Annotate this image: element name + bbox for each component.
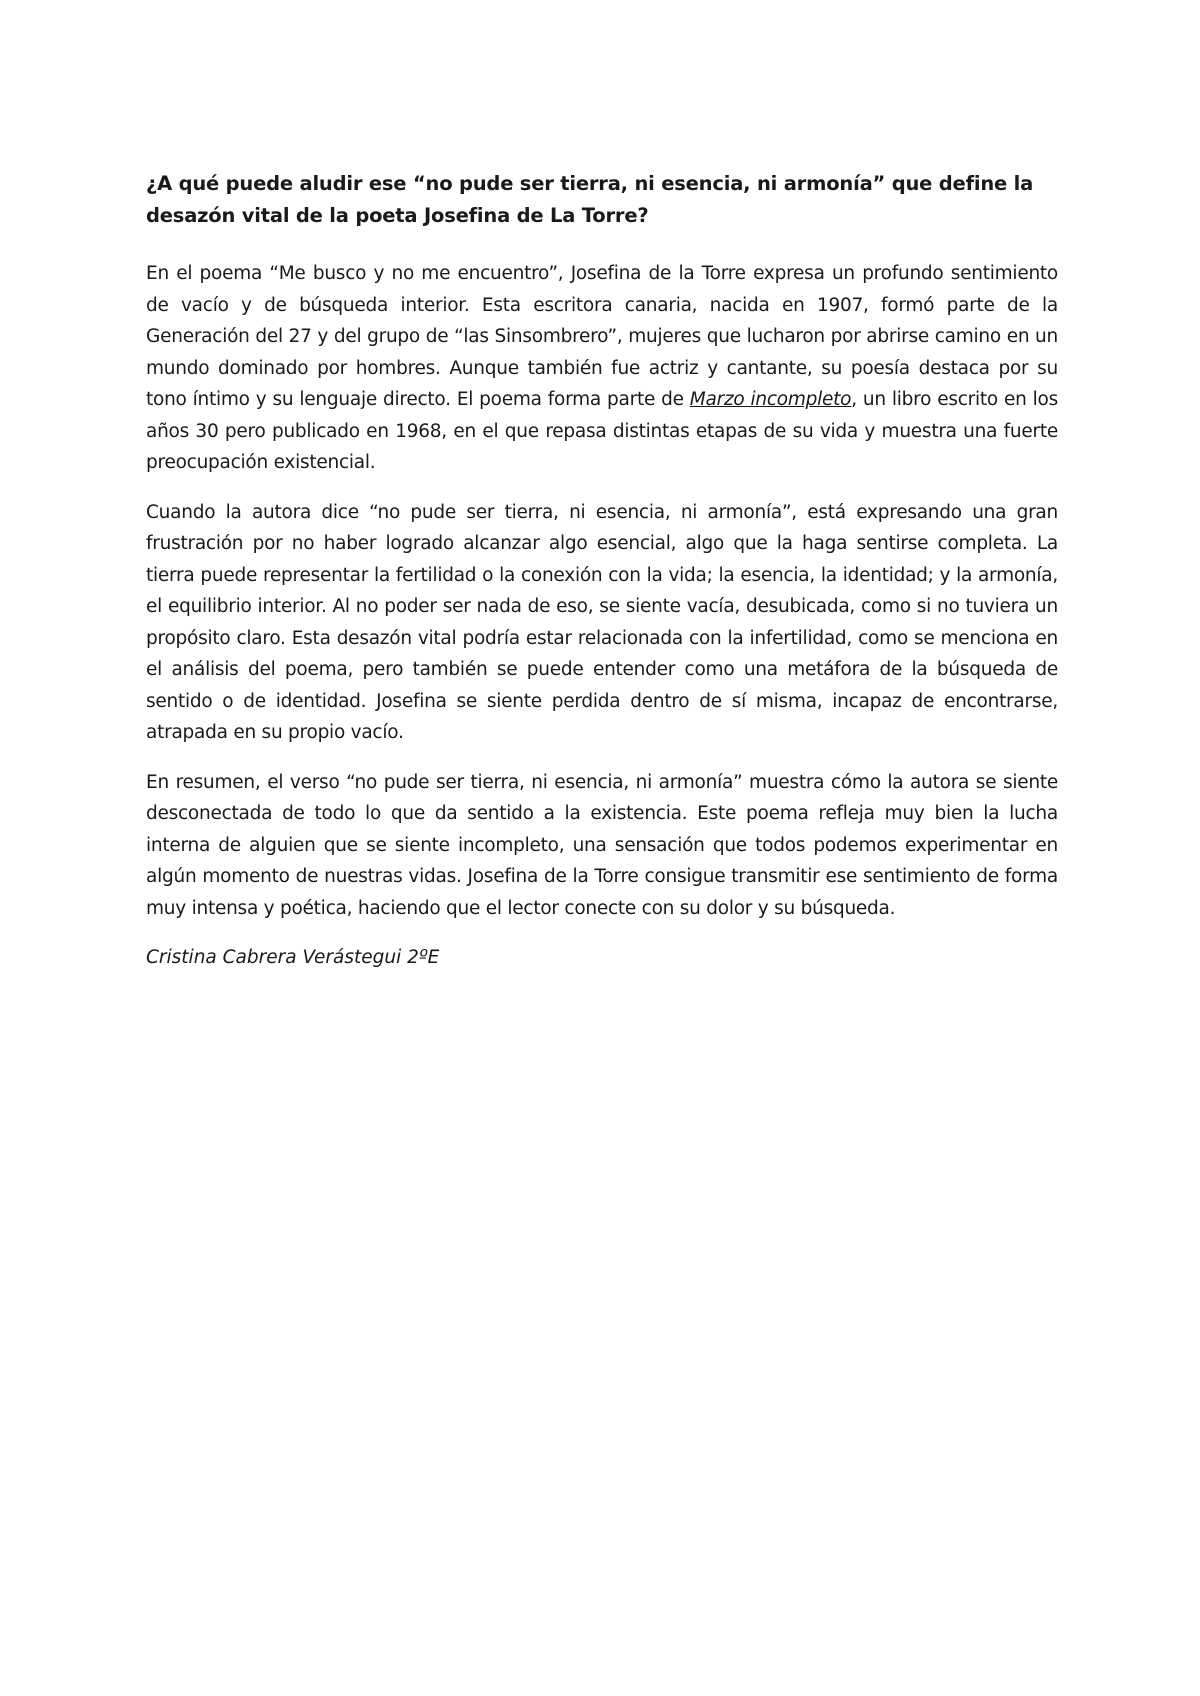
paragraph-introduction [146,258,1058,479]
paragraph-introduction-text-start: En el poema “Me busco y no me encuentro”, Josefina de la Torre expresa un profundo sentimiento de vacío y de búsqueda interior. Esta escritora canaria, nacida en 1907, formó parte de la Generación del 27 y del grupo de “las Sinsombrero”, mujeres que lucharon por abrirse camino en un mundo dominado por hombres. Aunque también fue actriz y cantante, su poesía destaca por su tono íntimo y su lenguaje directo. El poema forma parte de [146,263,1058,410]
paragraph-introduction-text-end: , un libro escrito en los años 30 pero publicado en 1968, en el que repasa distintas etapas de su vida y muestra una fuerte preocupación existencial. [146,389,1058,473]
paragraph-analysis: Cuando la autora dice “no pude ser tierra, ni esencia, ni armonía”, está expresando una gran frustración por no haber logrado alcanzar algo esencial, algo que la haga sentirse completa. La tierra puede representar la fertilidad o la conexión con la vida; la esencia, la identidad; y la armonía, el equilibrio interior. Al no poder ser nada de eso, se siente vacía, desubicada, como si no tuviera un propósito claro. Esta desazón vital podría estar relacionada con la infertilidad, como se menciona en el análisis del poema, pero también se puede entender como una metáfora de la búsqueda de sentido o de identidad. Josefina se siente perdida dentro de sí misma, incapaz de encontrarse, atrapada en su propio vacío. [146,501,1058,743]
document-body [146,168,1058,973]
paragraph-conclusion: En resumen, el verso “no pude ser tierra, ni esencia, ni armonía” muestra cómo la autora se siente desconectada de todo lo que da sentido a la existencia. Este poema refleja muy bien la lucha interna de alguien que se siente incompleto, una sensación que todos podemos experimentar en algún momento de nuestras vidas. Josefina de la Torre consigue transmitir ese sentimiento de forma muy intensa y poética, haciendo que el lector conecte con su dolor y su búsqueda. [146,771,1058,919]
author-signature: Cristina Cabrera Verástegui 2ºE [146,947,440,968]
book-title-marzo-incompleto: Marzo incompleto [689,389,852,410]
question-heading: ¿A qué puede aludir ese “no pude ser tierra, ni esencia, ni armonía” que define la desazón vital de la poeta Josefina de La Torre? [146,172,1034,227]
